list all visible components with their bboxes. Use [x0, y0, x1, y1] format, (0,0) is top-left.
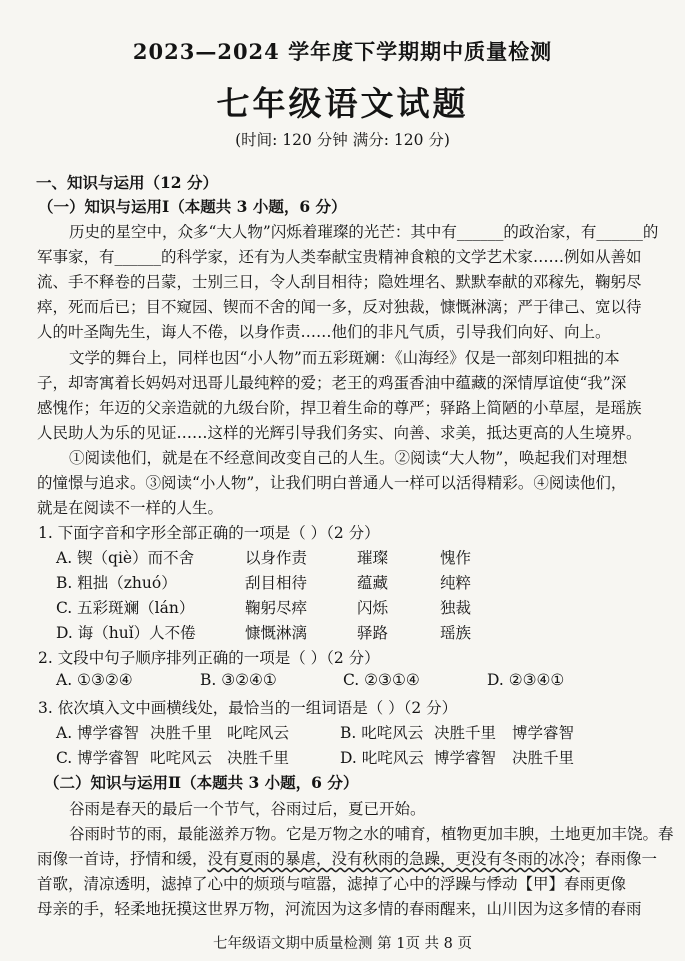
passage-line: 就是在阅读不一样的人生。	[37, 499, 224, 517]
exam-time-score: (时间: 120 分钟 满分: 120 分)	[235, 131, 450, 149]
q1-option-a-word: 璀璨	[357, 549, 389, 567]
passage-line: 流、手不释卷的吕蒙，士别三日，令人刮目相待；隐姓埋名、默默奉献的邓稼先，鞠躬尽	[37, 273, 642, 291]
q1-option-b-word: 纯粹	[440, 574, 472, 592]
q3-option-a: A. 博学睿智	[56, 724, 140, 742]
q1-option-d: D. 诲（huǐ）人不倦	[56, 624, 196, 642]
q1-option-c: C. 五彩斑斓（lán）	[56, 599, 195, 617]
passage-line: 人民助人为乐的见证……这样的光辉引导我们务实、向善、求美，抵达更高的人生境界。	[37, 424, 642, 442]
passage-line: 历史的星空中，众多“大人物”闪烁着璀璨的光芒：其中有______的政治家，有______的	[69, 223, 659, 241]
q3-option-c: C. 博学睿智	[56, 749, 140, 767]
exam-title-subject: 七年级语文试题	[216, 84, 469, 123]
passage-line: 子，却寄寓着长妈妈对迅哥儿最纯粹的爱；老王的鸡蛋香油中蕴藏的深情厚谊使“我”深	[37, 374, 627, 392]
q3-option-c-word: 决胜千里	[227, 749, 290, 767]
passage-line: 人的叶圣陶先生，诲人不倦，以身作责……他们的非凡气质，引导我们向好、向上。	[37, 323, 611, 341]
q2-option-b: B. ③②④①	[200, 671, 277, 689]
section-heading: 一、知识与运用（12 分）	[36, 173, 218, 192]
page-footer: 七年级语文期中质量检测 第 1页 共 8 页	[213, 936, 472, 952]
q1-option-a-word: 愧作	[440, 549, 472, 567]
passage-line: 谷雨时节的雨，最能滋养万物。它是万物之水的哺育，植物更加丰腴，土地更加丰饶。春	[69, 825, 674, 843]
question-3-stem: 3. 依次填入文中画横线处，最恰当的一组词语是（ ）（2 分）	[38, 699, 458, 717]
passage-line: 文学的舞台上，同样也因“小人物”而五彩斑斓：《山海经》仅是一部刻印粗拙的本	[69, 349, 620, 367]
passage-line: 军事家，有______的科学家，还有为人类奉献宝贵精神食粮的文学艺术家……例如从善如	[37, 248, 642, 266]
q3-option-a-word: 叱咤风云	[227, 724, 290, 742]
q2-option-c: C. ②③①④	[343, 671, 420, 689]
passage-line: 瘁，死而后已；目不窥园、锲而不舍的闻一多，反对独裁，慷慨淋漓；严于律己、宽以待	[37, 298, 642, 316]
q3-option-d-word: 决胜千里	[512, 749, 575, 767]
exam-title-term: 2023—2024 学年度下学期期中质量检测	[132, 39, 553, 64]
q1-option-c-word: 独裁	[440, 599, 472, 617]
q2-option-a: A. ①③②④	[56, 671, 133, 689]
q1-option-b-word: 蕴藏	[357, 574, 389, 592]
part1-heading: （一）知识与运用Ⅰ（本题共 3 小题，6 分）	[38, 197, 347, 216]
passage-line: 的憧憬与追求。③阅读“小人物”，让我们明白普通人一样可以活得精彩。④阅读他们，	[37, 474, 627, 492]
passage-line: ①阅读他们，就是在不经意间改变自己的人生。②阅读“大人物”，唤起我们对理想	[69, 449, 628, 467]
q1-option-d-word: 慷慨淋漓	[245, 624, 308, 642]
q1-option-a: A. 锲（qiè）而不舍	[56, 549, 195, 567]
question-1-stem: 1. 下面字音和字形全部正确的一项是（ ）（2 分）	[38, 524, 380, 542]
q3-option-a-word: 决胜千里	[150, 724, 213, 742]
q1-option-a-word: 以身作责	[245, 549, 308, 567]
q1-option-b: B. 粗拙（zhuó）	[56, 574, 177, 592]
passage-line: 感愧作；年迈的父亲造就的九级台阶，捍卫着生命的尊严；驿路上简陋的小草屋，是瑶族	[37, 399, 642, 417]
q3-option-d-word: 博学睿智	[434, 749, 497, 767]
q3-option-b-word: 博学睿智	[512, 724, 575, 742]
q1-option-d-word: 瑶族	[440, 624, 472, 642]
question-2-stem: 2. 文段中句子顺序排列正确的一项是（ ）（2 分）	[38, 649, 380, 667]
q1-option-c-word: 闪烁	[357, 599, 389, 617]
passage-line: 谷雨是春天的最后一个节气，谷雨过后，夏已开始。	[69, 800, 426, 818]
part2-heading: （二）知识与运用Ⅱ（本题共 3 小题，6 分）	[44, 773, 359, 792]
q1-option-b-word: 刮目相待	[245, 574, 308, 592]
wavy-underlined-text: 没有夏雨的暴虐，没有秋雨的急躁，更没有冬雨的冰冷	[207, 850, 580, 868]
passage-line: 雨像一首诗，抒情和缓，没有夏雨的暴虐，没有秋雨的急躁，更没有冬雨的冰冷；春雨像一	[37, 850, 658, 868]
q3-option-b-word: 决胜千里	[434, 724, 497, 742]
passage-line: 母亲的手，轻柔地抚摸这世界万物，河流因为这多情的春雨醒来，山川因为这多情的春雨	[37, 900, 642, 918]
q2-option-d: D. ②③④①	[487, 671, 565, 689]
passage-line: 首歌，清凉透明，滤掉了心中的烦琐与喧嚣，滤掉了心中的浮躁与悸动【甲】春雨更像	[37, 875, 627, 893]
q1-option-d-word: 驿路	[357, 624, 389, 642]
q3-option-d: D. 叱咤风云	[340, 749, 424, 767]
q1-option-c-word: 鞠躬尽瘁	[245, 599, 308, 617]
q3-option-c-word: 叱咤风云	[150, 749, 213, 767]
q3-option-b: B. 叱咤风云	[340, 724, 424, 742]
